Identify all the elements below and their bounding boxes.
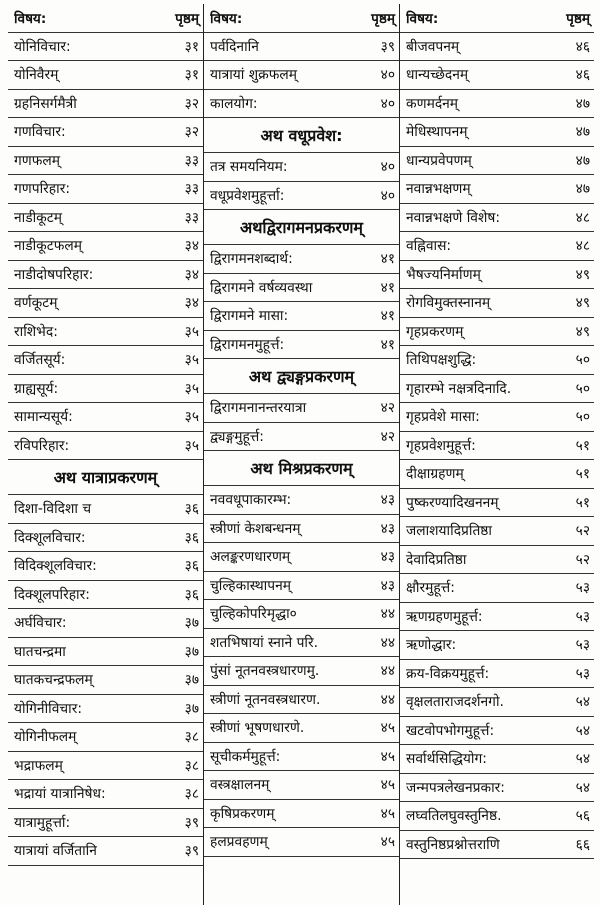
index-entry: [204, 600, 399, 629]
index-entry: [204, 394, 399, 423]
entry-title: कणमर्दनम्: [406, 95, 459, 112]
entry-page-number: ३५: [184, 352, 199, 369]
entry-title: वधूप्रवेशमुहूर्त्ता:: [210, 187, 285, 204]
entry-title: योनिवैरम्: [14, 67, 59, 84]
section-heading-dviragaman: अथद्विरागमनप्रकरणम्: [204, 210, 399, 245]
index-entry: [204, 771, 399, 800]
entry-page-number: ३८: [184, 729, 199, 746]
index-entry: [8, 809, 203, 838]
index-entry: [400, 175, 594, 204]
index-entry: [400, 33, 594, 62]
entry-page-number: ४७: [575, 152, 590, 169]
entry-title: सूचीकर्ममुहूर्त्त:: [210, 748, 281, 765]
entry-title: घातकचन्द्रफलम्: [14, 672, 93, 689]
index-entry: [8, 118, 203, 147]
index-entry: [400, 432, 594, 461]
entry-title: जन्मपत्रलेखनप्रकार:: [406, 779, 505, 796]
column-header: [400, 4, 594, 33]
index-entry: [8, 432, 203, 461]
index-entry: [204, 686, 399, 715]
entry-page-number: ३४: [184, 238, 199, 255]
index-entry: [204, 543, 399, 572]
index-entry: [204, 331, 399, 360]
index-entry: [400, 517, 594, 546]
index-entry: [400, 346, 594, 375]
entry-title: लघ्वतिलघुवस्तुनिष्ठ.: [406, 808, 502, 825]
entry-title: दिक्शूलविचार:: [14, 529, 86, 546]
index-entry: [204, 828, 399, 857]
index-entry: [8, 780, 203, 809]
index-entry: [400, 318, 594, 347]
entry-title: बीजवपनम्: [406, 38, 460, 55]
index-entry: [400, 603, 594, 632]
entry-title: द्विरागमनमुहूर्त्त:: [210, 336, 285, 353]
index-column-2: [204, 4, 400, 905]
entry-title: अर्घविचार:: [14, 615, 67, 632]
entry-title: वह्निवास:: [406, 238, 452, 255]
entry-page-number: ४४: [380, 691, 395, 708]
entry-title: कृषिप्रकरणम्: [210, 805, 275, 822]
column-header: [8, 4, 203, 33]
entry-title: यात्रायां वर्जितानि: [14, 843, 97, 860]
entry-page-number: ३६: [184, 501, 199, 518]
entry-page-number: ४०: [380, 95, 395, 112]
entry-title: गणफलम्: [14, 152, 60, 169]
index-column-1: [8, 4, 204, 905]
index-entry: [400, 660, 594, 689]
entry-page-number: ४९: [575, 323, 590, 340]
header-subject: विषय:: [210, 11, 243, 28]
entry-title: नाडीकूटम्: [14, 209, 62, 226]
entry-page-number: ३५: [184, 409, 199, 426]
entry-page-number: ४९: [575, 295, 590, 312]
index-entry: [400, 546, 594, 575]
entry-page-number: ३९: [184, 814, 199, 831]
index-entry: [400, 147, 594, 176]
entry-title: देवादिप्रतिष्ठा: [406, 551, 467, 568]
entry-title: तिथिपक्षशुद्धि:: [406, 352, 477, 369]
entry-title: द्विरागमनशब्दार्थ:: [210, 251, 293, 268]
index-entry: [204, 515, 399, 544]
entry-title: वर्जितसूर्य:: [14, 352, 66, 369]
entry-page-number: ५३: [575, 608, 590, 625]
entry-page-number: ५४: [575, 779, 590, 796]
index-entry: [400, 831, 594, 860]
entry-page-number: ४१: [380, 336, 395, 353]
entry-page-number: ३७: [184, 672, 199, 689]
entry-page-number: ५१: [575, 466, 590, 483]
index-entry: [400, 688, 594, 717]
entry-page-number: ५३: [575, 637, 590, 654]
entry-title: वस्त्रक्षालनम्: [210, 777, 270, 794]
index-entry: [204, 90, 399, 119]
index-entry: [8, 147, 203, 176]
index-entry: [8, 318, 203, 347]
entry-title: यात्रामुहूर्त्ता:: [14, 814, 71, 831]
entry-title: रोगविमुक्तस्नानम्: [406, 295, 491, 312]
entry-title: योगिनीफलम्: [14, 729, 77, 746]
entry-title: द्विरागमने वर्षव्यवस्था: [210, 279, 313, 296]
entry-page-number: ४५: [380, 834, 395, 851]
index-entry: [400, 204, 594, 233]
index-entry: [204, 245, 399, 274]
index-entry: [8, 581, 203, 610]
entry-page-number: ६६: [575, 836, 590, 853]
index-entry: [8, 232, 203, 261]
entry-title: पुंसां नूतनवस्त्रधारणमु.: [210, 663, 320, 680]
entry-title: स्त्रीणां नूतनवस्त्रधारण.: [210, 691, 321, 708]
index-entry: [204, 33, 399, 62]
entry-title: गणपरिहार:: [14, 181, 70, 198]
entry-page-number: ४३: [380, 549, 395, 566]
entry-page-number: ४२: [380, 400, 395, 417]
index-entry: [204, 423, 399, 452]
index-entry: [204, 302, 399, 331]
entry-title: सर्वार्थसिद्धियोग:: [406, 751, 487, 768]
entry-page-number: ३७: [184, 643, 199, 660]
entry-page-number: ४१: [380, 251, 395, 268]
entry-title: विदिक्शूलविचार:: [14, 558, 97, 575]
index-entry: [8, 666, 203, 695]
index-entry: [8, 695, 203, 724]
entry-page-number: ३६: [184, 586, 199, 603]
entry-page-number: ४४: [380, 606, 395, 623]
section-heading-vadhu-pravesh: अथ वधूप्रवेश:: [204, 118, 399, 153]
entry-page-number: ५०: [575, 380, 590, 397]
column-header: [204, 4, 399, 33]
index-entry: [204, 657, 399, 686]
entry-page-number: ४९: [575, 266, 590, 283]
entry-title: ग्रहनिसर्गमैत्री: [14, 95, 77, 112]
entry-page-number: ४५: [380, 748, 395, 765]
index-entry: [400, 261, 594, 290]
index-entry: [8, 204, 203, 233]
entry-title: गृहप्रवेशे मासा:: [406, 409, 480, 426]
index-entry: [204, 61, 399, 90]
entry-page-number: ३२: [184, 95, 199, 112]
index-entry: [8, 495, 203, 524]
entry-title: अलङ्करणधारणम्: [210, 549, 291, 566]
index-entry: [8, 403, 203, 432]
entry-page-number: ४३: [380, 492, 395, 509]
index-entry: [400, 90, 594, 119]
entry-title: योनिविचार:: [14, 38, 71, 55]
entry-page-number: ४४: [380, 663, 395, 680]
index-entry: [400, 232, 594, 261]
index-entry: [204, 182, 399, 211]
header-subject: विषय:: [406, 11, 439, 28]
index-entry: [204, 572, 399, 601]
entry-page-number: ४८: [575, 238, 590, 255]
entry-page-number: ४३: [380, 520, 395, 537]
entry-title: धान्यच्छेदनम्: [406, 67, 469, 84]
entry-page-number: ५६: [575, 808, 590, 825]
index-entry: [8, 33, 203, 62]
entry-page-number: ३३: [184, 152, 199, 169]
entry-title: नवान्नभक्षणे विशेष:: [406, 209, 500, 226]
entry-title: शतभिषायां स्नाने परि.: [210, 634, 319, 651]
entry-page-number: ५४: [575, 751, 590, 768]
entry-page-number: ५२: [575, 523, 590, 540]
entry-page-number: ५०: [575, 352, 590, 369]
entry-page-number: ३५: [184, 323, 199, 340]
entry-title: क्रय-विक्रयमुहूर्त्त:: [406, 665, 490, 682]
index-entry: [400, 489, 594, 518]
entry-page-number: ३४: [184, 266, 199, 283]
entry-page-number: ३७: [184, 700, 199, 717]
entry-title: धान्यप्रवेपणम्: [406, 152, 472, 169]
entry-page-number: ५२: [575, 551, 590, 568]
index-entry: [400, 774, 594, 803]
index-entry: [400, 631, 594, 660]
index-column-3: [400, 4, 594, 905]
header-page: पृष्ठम्: [371, 11, 395, 28]
entry-title: हलप्रवहणम्: [210, 834, 268, 851]
index-entry: [8, 837, 203, 866]
entry-page-number: ३५: [184, 437, 199, 454]
entry-page-number: ४६: [575, 38, 590, 55]
index-entry: [204, 486, 399, 515]
entry-page-number: ४५: [380, 720, 395, 737]
index-entry: [8, 609, 203, 638]
entry-page-number: ५१: [575, 494, 590, 511]
entry-title: कालयोग:: [210, 95, 258, 112]
entry-title: भैषज्यनिर्माणम्: [406, 266, 481, 283]
section-heading-yatra: अथ यात्राप्रकरणम्: [8, 460, 203, 495]
entry-page-number: ५४: [575, 722, 590, 739]
entry-page-number: ३१: [184, 67, 199, 84]
entry-page-number: ४१: [380, 279, 395, 296]
entry-title: क्षौरमुहूर्त्त:: [406, 580, 455, 597]
header-subject: विषय:: [14, 11, 47, 28]
entry-page-number: ३३: [184, 209, 199, 226]
entry-page-number: ४८: [575, 209, 590, 226]
entry-page-number: ४७: [575, 124, 590, 141]
entry-title: सामान्यसूर्य:: [14, 409, 73, 426]
index-entry: [204, 743, 399, 772]
entry-page-number: ४०: [380, 187, 395, 204]
index-entry: [400, 403, 594, 432]
index-entry: [204, 153, 399, 182]
entry-page-number: ४०: [380, 67, 395, 84]
entry-page-number: ५३: [575, 580, 590, 597]
entry-title: घातचन्द्रमा: [14, 643, 66, 660]
entry-title: ऋणग्रहणमुहूर्त्त:: [406, 608, 483, 625]
entry-title: ग्राह्यसूर्य:: [14, 380, 59, 397]
entry-title: गणविचार:: [14, 124, 66, 141]
entry-page-number: ३९: [184, 843, 199, 860]
entry-page-number: ३८: [184, 786, 199, 803]
index-entry: [8, 175, 203, 204]
entry-title: भद्राफलम्: [14, 757, 63, 774]
index-entry: [8, 346, 203, 375]
entry-page-number: ३३: [184, 181, 199, 198]
entry-page-number: ४३: [380, 577, 395, 594]
index-entry: [8, 723, 203, 752]
entry-page-number: ३७: [184, 615, 199, 632]
entry-title: चुल्हिकास्थापनम्: [210, 577, 292, 594]
index-entry: [400, 574, 594, 603]
entry-title: दीक्षाग्रहणम्: [406, 466, 464, 483]
index-entry: [204, 629, 399, 658]
entry-page-number: ३१: [184, 38, 199, 55]
entry-page-number: ५४: [575, 694, 590, 711]
entry-title: वस्तुनिष्ठप्रश्नोत्तराणि: [406, 836, 500, 853]
index-entry: [8, 61, 203, 90]
entry-title: स्त्रीणां भूषणधारणे.: [210, 720, 305, 737]
entry-title: मेधिस्थापनम्: [406, 124, 468, 141]
entry-title: यात्रायां शुक्रफलम्: [210, 67, 297, 84]
entry-title: जलाशयादिप्रतिष्ठा: [406, 523, 493, 540]
entry-title: रविपरिहार:: [14, 437, 70, 454]
entry-page-number: ४५: [380, 805, 395, 822]
index-entry: [8, 289, 203, 318]
entry-title: खटवोपभोगमुहूर्त्त:: [406, 722, 495, 739]
entry-page-number: ४७: [575, 181, 590, 198]
index-entry: [8, 90, 203, 119]
entry-page-number: ४१: [380, 308, 395, 325]
index-entry: [400, 61, 594, 90]
entry-page-number: ४४: [380, 634, 395, 651]
entry-title: गृहप्रवेशमुहूर्त्त:: [406, 437, 476, 454]
entry-title: गृहारम्भे नक्षत्रदिनादि.: [406, 380, 512, 397]
entry-title: दिक्शूलपरिहार:: [14, 586, 90, 603]
entry-title: नवान्नभक्षणम्: [406, 181, 471, 198]
header-page: पृष्ठम्: [175, 11, 199, 28]
entry-page-number: ४५: [380, 777, 395, 794]
entry-page-number: ५३: [575, 665, 590, 682]
index-entry: [8, 638, 203, 667]
index-entry: [8, 552, 203, 581]
entry-title: नाडीदोषपरिहार:: [14, 266, 94, 283]
entry-page-number: ३५: [184, 380, 199, 397]
index-entry: [8, 375, 203, 404]
entry-page-number: ३६: [184, 529, 199, 546]
entry-title: वर्णकूटम्: [14, 295, 58, 312]
section-heading-mishra: अथ मिश्रप्रकरणम्: [204, 451, 399, 486]
entry-title: भद्रायां यात्रानिषेध:: [14, 786, 106, 803]
entry-title: द्विरागमने मासा:: [210, 308, 289, 325]
entry-page-number: ३८: [184, 757, 199, 774]
entry-page-number: ४७: [575, 95, 590, 112]
section-heading-dvyanga: अथ द्व्यङ्गप्रकरणम्: [204, 359, 399, 394]
entry-title: तत्र समयनियम:: [210, 159, 288, 176]
entry-page-number: ४२: [380, 428, 395, 445]
index-entry: [400, 717, 594, 746]
index-entry: [204, 274, 399, 303]
entry-title: पर्वदिनानि: [210, 38, 259, 55]
entry-page-number: ३२: [184, 124, 199, 141]
entry-page-number: ३४: [184, 295, 199, 312]
entry-page-number: ३६: [184, 558, 199, 575]
entry-title: गृहप्रकरणम्: [406, 323, 464, 340]
entry-page-number: ४६: [575, 67, 590, 84]
entry-title: नाडीकूटफलम्: [14, 238, 82, 255]
entry-page-number: ४०: [380, 159, 395, 176]
entry-page-number: ३९: [380, 38, 395, 55]
entry-title: चुल्हिकोपरिमृद्धा०: [210, 606, 297, 623]
index-entry: [400, 289, 594, 318]
entry-title: स्त्रीणां केशबन्धनम्: [210, 520, 301, 537]
entry-title: द्विरागमनानन्तरयात्रा: [210, 400, 307, 417]
entry-title: द्व्यङ्गमुहूर्त्त:: [210, 428, 264, 445]
index-entry: [8, 524, 203, 553]
entry-page-number: ५०: [575, 409, 590, 426]
entry-title: पुष्करण्यादिखननम्: [406, 494, 499, 511]
entry-page-number: ५१: [575, 437, 590, 454]
index-entry: [8, 261, 203, 290]
index-entry: [400, 460, 594, 489]
index-entry: [204, 800, 399, 829]
entry-title: राशिभेद:: [14, 323, 58, 340]
index-entry: [400, 375, 594, 404]
entry-title: ऋणोद्धार:: [406, 637, 457, 654]
entry-title: नववधूपाकारम्भ:: [210, 492, 292, 509]
entry-title: दिशा-विदिशा च: [14, 501, 92, 518]
index-entry: [400, 745, 594, 774]
index-entry: [8, 752, 203, 781]
entry-title: वृक्षलताराजदर्शनगो.: [406, 694, 504, 711]
index-entry: [400, 802, 594, 831]
index-entry: [204, 714, 399, 743]
header-page: पृष्ठम्: [566, 11, 590, 28]
entry-title: योगिनीविचार:: [14, 700, 83, 717]
index-entry: [400, 118, 594, 147]
